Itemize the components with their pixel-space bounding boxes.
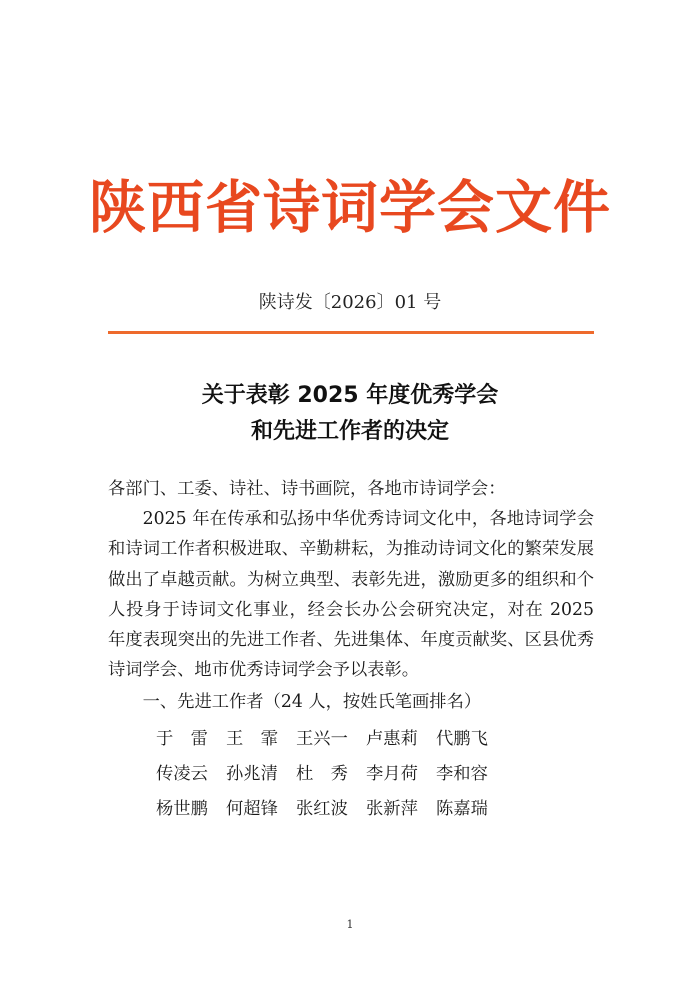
- person-name: 李月荷: [366, 764, 418, 785]
- person-name: 陈嘉瑞: [436, 799, 488, 820]
- main-paragraph: 2025 年在传承和弘扬中华优秀诗词文化中，各地诗词学会和诗词工作者积极进取、辛勤耕耘，为推动诗词文化的繁荣发展做出了卓越贡献。为树立典型、表彰先进，激励更多的组织和个人投身于诗词文化事业，经会长办公会研究决定，对在 2025 年度表现突出的先进工作者、先进集体、年度贡献奖、区县优秀诗词学会、地市优秀诗词学会予以表彰。: [108, 509, 594, 681]
- person-name: 王 霏: [226, 729, 278, 750]
- person-name: 代鹏飞: [436, 729, 488, 750]
- person-name: 王兴一: [296, 729, 348, 750]
- red-divider-line: [108, 331, 594, 334]
- person-name: 卢惠莉: [366, 729, 418, 750]
- person-name: 杨世鹏: [156, 799, 208, 820]
- decision-title: [0, 378, 700, 450]
- person-name: 张新萍: [366, 799, 418, 820]
- person-name: 杜 秀: [296, 764, 348, 785]
- decision-title-line1: 关于表彰 2025 年度优秀学会: [201, 383, 499, 408]
- page-number: 1: [346, 918, 354, 931]
- person-name: 于 雷: [156, 729, 208, 750]
- body-text: [108, 474, 594, 827]
- person-name: 传凌云: [156, 764, 208, 785]
- person-name: 李和容: [436, 764, 488, 785]
- person-name: 张红波: [296, 799, 348, 820]
- doc-number: 陕诗发〔2026〕01 号: [258, 292, 442, 313]
- name-row: [156, 722, 594, 757]
- name-list: [108, 722, 594, 827]
- section-heading-advanced-workers: 一、先进工作者（24 人，按姓氏笔画排名）: [142, 692, 482, 713]
- name-row: [156, 792, 594, 827]
- person-name: 何超锋: [226, 799, 278, 820]
- org-file-title: 陕西省诗词学会文件: [89, 174, 611, 241]
- person-name: 孙兆清: [226, 764, 278, 785]
- salutation: 各部门、工委、诗社、诗书画院，各地市诗词学会：: [108, 479, 506, 499]
- decision-title-line2: 和先进工作者的决定: [250, 419, 449, 444]
- name-row: [156, 757, 594, 792]
